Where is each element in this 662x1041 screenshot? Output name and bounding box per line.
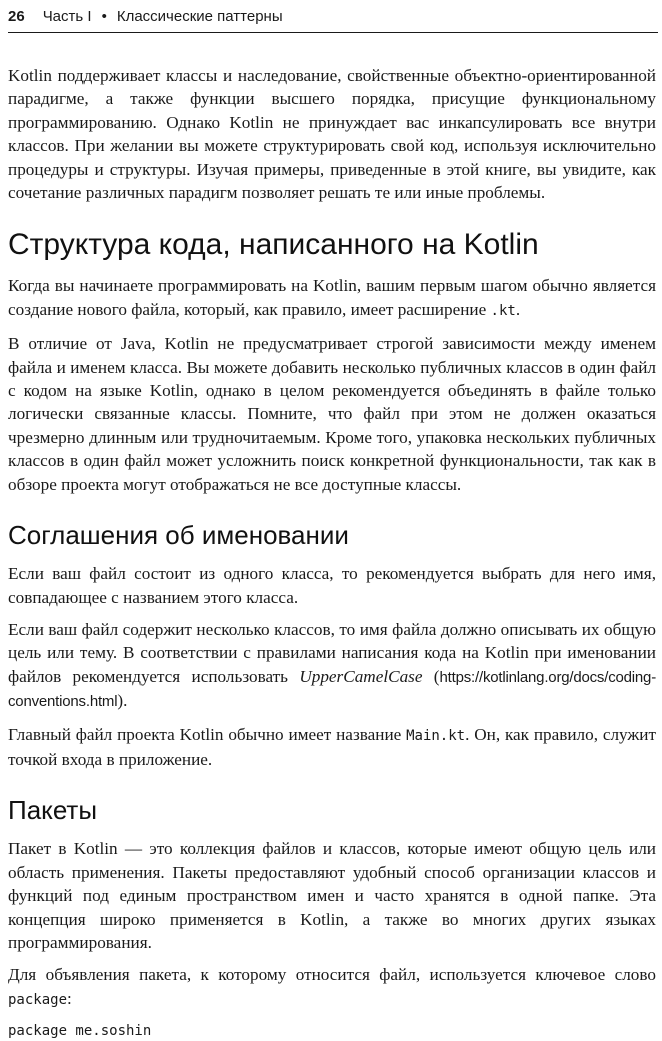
upper-camel-case-term: UpperCamelCase — [299, 666, 423, 686]
main-kt-code: Main.kt — [406, 727, 466, 744]
page-number: 26 — [8, 8, 25, 25]
intro-paragraph: Kotlin поддерживает классы и наследование, свойственные объектно-ориентированной парадигме, а также функции высшего порядка, присущие функциональному программированию. Однако Kotlin не принуждает вас инкапсулировать все внутри классов. При желании вы можете структурировать свой код, используя исключительно процедуры и структуры. Изучая примеры, приведенные в этой книге, вы увидите, как сочетание различных парадигм позволяет решать те или иные проблемы. — [8, 66, 656, 203]
running-header — [8, 6, 658, 33]
packages-paragraph-2: Для объявления пакета, к которому относится файл, используется ключевое слово package: — [8, 965, 656, 1008]
section-title-structure: Структура кода, написанного на Kotlin — [8, 228, 539, 262]
structure-paragraph-2: В отличие от Java, Kotlin не предусматривает строгой зависимости между именем файла и именем класса. Вы можете добавить несколько публичных классов в один файл с кодом на языке Kotlin, однако в целом рекомендуется объединять в файле только логически связанные классы. Помните, что файл при этом не должен оказаться чрезмерно длинным или трудночитаемым. Кроме того, упаковка нескольких публичных классов в один файл может усложнить поиск конкретной функциональности, так как в обзоре проекта могут отображаться не все доступные классы. — [8, 334, 656, 494]
package-code-block: package me.soshin — [8, 1023, 152, 1040]
naming-paragraph-3: Главный файл проекта Kotlin обычно имеет название Main.kt. Он, как правило, служит точкой входа в приложение. — [8, 724, 656, 769]
page-content — [8, 64, 656, 1041]
part-label: Часть I — [42, 8, 92, 25]
kt-extension-code: .kt — [490, 302, 516, 319]
coding-conventions-link[interactable]: https://kotlinlang.org/docs/coding-conventions.html — [8, 668, 656, 711]
chapter-title: Классические паттерны — [116, 8, 283, 25]
packages-paragraph-1: Пакет в Kotlin — это коллекция файлов и классов, которые имеют общую цель или область применения. Пакеты предоставляют удобный способ организации классов и функций под единым пространством имен и часто хранятся в одной папке. Эта концепция широко применяется в Kotlin, а также во многих других языках программирования. — [8, 839, 656, 952]
package-keyword-code: package — [8, 991, 68, 1008]
section-title-packages: Пакеты — [8, 795, 98, 826]
naming-paragraph-2: Если ваш файл содержит несколько классов, то имя файла должно описывать их общую цель или тему. В соответствии с правилами написания кода на Kotlin при именовании файлов рекомендуется использовать UpperCamelCase (https://kotlinlang.org/docs/coding-conventions.html). — [8, 619, 656, 711]
naming-paragraph-1: Если ваш файл состоит из одного класса, то рекомендуется выбрать для него имя, совпадающее с названием этого класса. — [8, 564, 656, 607]
structure-paragraph-1: Когда вы начинаете программировать на Kotlin, вашим первым шагом обычно является создание нового файла, который, как правило, имеет расширение .kt. — [8, 276, 656, 319]
section-title-naming: Соглашения об именовании — [8, 520, 349, 551]
header-bullet: • — [101, 8, 107, 25]
